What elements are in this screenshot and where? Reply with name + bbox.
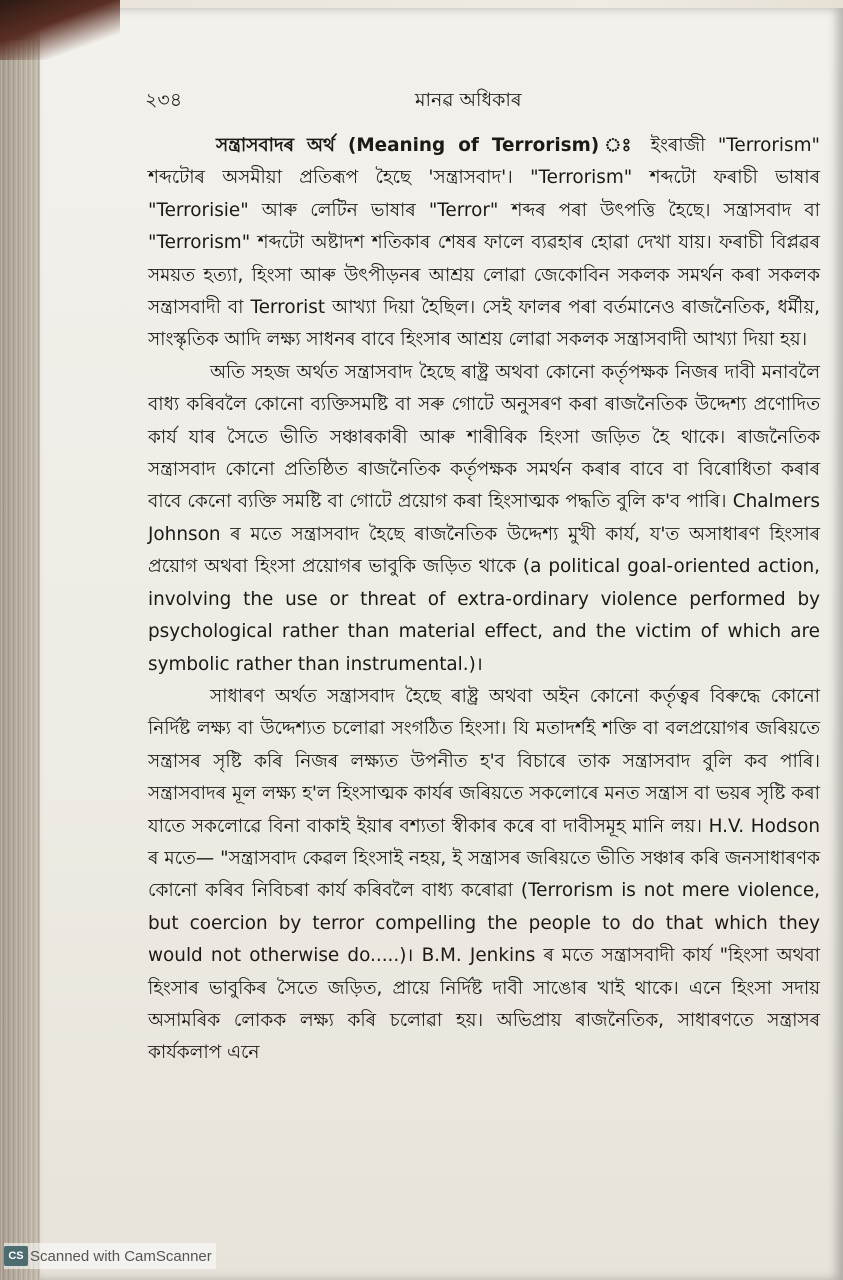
paragraph-text: সাধাৰণ অৰ্থত সন্ত্ৰাসবাদ হৈছে ৰাষ্ট্ৰ অথবা অইন কোনো কৰ্তৃত্বৰ বিৰুদ্ধে কোনো নিৰ্দিষ্ট লক্ষ্য বা উদ্দেশ্যত চলোৱা সংগঠিত হিংসা। যি মতাদৰ্শই শক্তি বা বলপ্ৰয়োগৰ জৰিয়তে সন্ত্ৰাসৰ সৃষ্টি কৰি নিজৰ লক্ষ্যত উপনীত হ'ব বিচাৰে তাক সন্ত্ৰাসবাদ বুলি কব পাৰি। সন্ত্ৰাসবাদৰ মূল লক্ষ্য হ'ল হিংসাত্মক কাৰ্যৰ জৰিয়তে সকলোৰে মনত সন্ত্ৰাস বা ভয়ৰ সৃষ্টি কৰা যাতে সকলোৱে বিনা বাকাই ইয়াৰ বশ্যতা স্বীকাৰ কৰে বা দাবীসমূহ মানি লয়। H.V. Hodson ৰ মতে— "সন্ত্ৰাসবাদ কেৱল হিংসাই নহয়, ই সন্ত্ৰাসৰ জৰিয়তে ভীতি সঞ্চাৰ কৰি জনসাধাৰণক কোনো কৰিব নিবিচৰা কাৰ্য কৰিবলৈ বাধ্য কৰোৱা (Terrorism is not mere violence, but coercion by terror compelling the people to do that which they would not otherwise do.....)। B.M. Jenkins ৰ মতে সন্ত্ৰাসবাদী কাৰ্য "হিংসা অথবা হিংসাৰ ভাবুকিৰ সৈতে জড়িত, প্ৰায়ে নিৰ্দিষ্ট দাবী সাঙোৰ খাই থাকে। এনে হিংসা সদায় অসামৰিক লোকক লক্ষ্য কৰি চলোৱা হয়। অভিপ্ৰায় ৰাজনৈতিক, সাধাৰণতে সন্ত্ৰাসৰ কাৰ্যকলাপ এনে xyxy=(148,685,820,1064)
camscanner-logo-icon: CS xyxy=(4,1246,28,1266)
body-text xyxy=(148,130,820,1070)
paragraph-definition xyxy=(148,130,820,357)
book-cover-corner xyxy=(0,0,120,60)
paragraph-simple-meaning xyxy=(148,357,820,681)
running-title: মানৱ অধিকাৰ xyxy=(415,89,522,111)
page-header xyxy=(145,86,819,116)
page-number: ২৩৪ xyxy=(145,89,183,111)
section-heading: সন্ত্ৰাসবাদৰ অৰ্থ (Meaning of Terrorism) ঃ xyxy=(216,135,638,156)
paragraph-general-meaning xyxy=(148,681,820,1070)
paragraph-text: ইংৰাজী "Terrorism" শব্দটোৰ অসমীয়া প্ৰতিৰূপ হৈছে 'সন্ত্ৰাসবাদ'। "Terrorism" শব্দটো ফৰাচী ভাষাৰ "Terrorisie" আৰু লেটিন ভাষাৰ "Terror" শব্দৰ পৰা উৎপত্তি হৈছে। সন্ত্ৰাসবাদ বা "Terrorism" শব্দটো অষ্টাদশ শতিকাৰ শেষৰ ফালে ব্যৱহাৰ হোৱা দেখা যায়। ফৰাচী বিপ্লৱৰ সময়ত হত্যা, হিংসা আৰু উৎপীড়নৰ আশ্ৰয় লোৱা জেকোবিন সকলক সমৰ্থন কৰা সকলক সন্ত্ৰাসবাদী বা Terrorist আখ্যা দিয়া হৈছিল। সেই ফালৰ পৰা বৰ্তমানেও ৰাজনৈতিক, ধৰ্মীয়, সাংস্কৃতিক আদি লক্ষ্য সাধনৰ বাবে হিংসাৰ আশ্ৰয় লোৱা সকলক সন্ত্ৰাসবাদী আখ্যা দিয়া হয়। xyxy=(148,135,820,351)
scanner-watermark xyxy=(4,1243,216,1269)
paragraph-text: অতি সহজ অৰ্থত সন্ত্ৰাসবাদ হৈছে ৰাষ্ট্ৰ অথবা কোনো কৰ্তৃপক্ষক নিজৰ দাবী মনাবলৈ বাধ্য কৰিবলৈ কোনো ব্যক্তিসমষ্টি বা সৰু গোটে অনুসৰণ কৰা ৰাজনৈতিক উদ্দেশ্য প্ৰণোদিত কাৰ্য যাৰ সৈতে ভীতি সঞ্চাৰকাৰী আৰু শাৰীৰিক হিংসা জড়িত হৈ থাকে। ৰাজনৈতিক সন্ত্ৰাসবাদ কোনো প্ৰতিষ্ঠিত ৰাজনৈতিক কৰ্তৃপক্ষক সমৰ্থন কৰাৰ বাবে বা বিৰোধিতা কৰাৰ বাবে কেনো ব্যক্তি সমষ্টি বা গোটে প্ৰয়োগ কৰা হিংসাত্মক পদ্ধতি বুলি ক'ব পাৰি। Chalmers Johnson ৰ মতে সন্ত্ৰাসবাদ হৈছে ৰাজনৈতিক উদ্দেশ্য মুখী কাৰ্য, য'ত অসাধাৰণ হিংসাৰ প্ৰয়োগ অথবা হিংসা প্ৰয়োগৰ ভাবুকি জড়িত থাকে (a political goal-oriented action, involving the use or threat of extra-ordinary violence performed by psychological rather than material effect, and the victim of which are symbolic rather than instrumental.)। xyxy=(148,361,820,675)
watermark-text: Scanned with CamScanner xyxy=(30,1247,212,1265)
